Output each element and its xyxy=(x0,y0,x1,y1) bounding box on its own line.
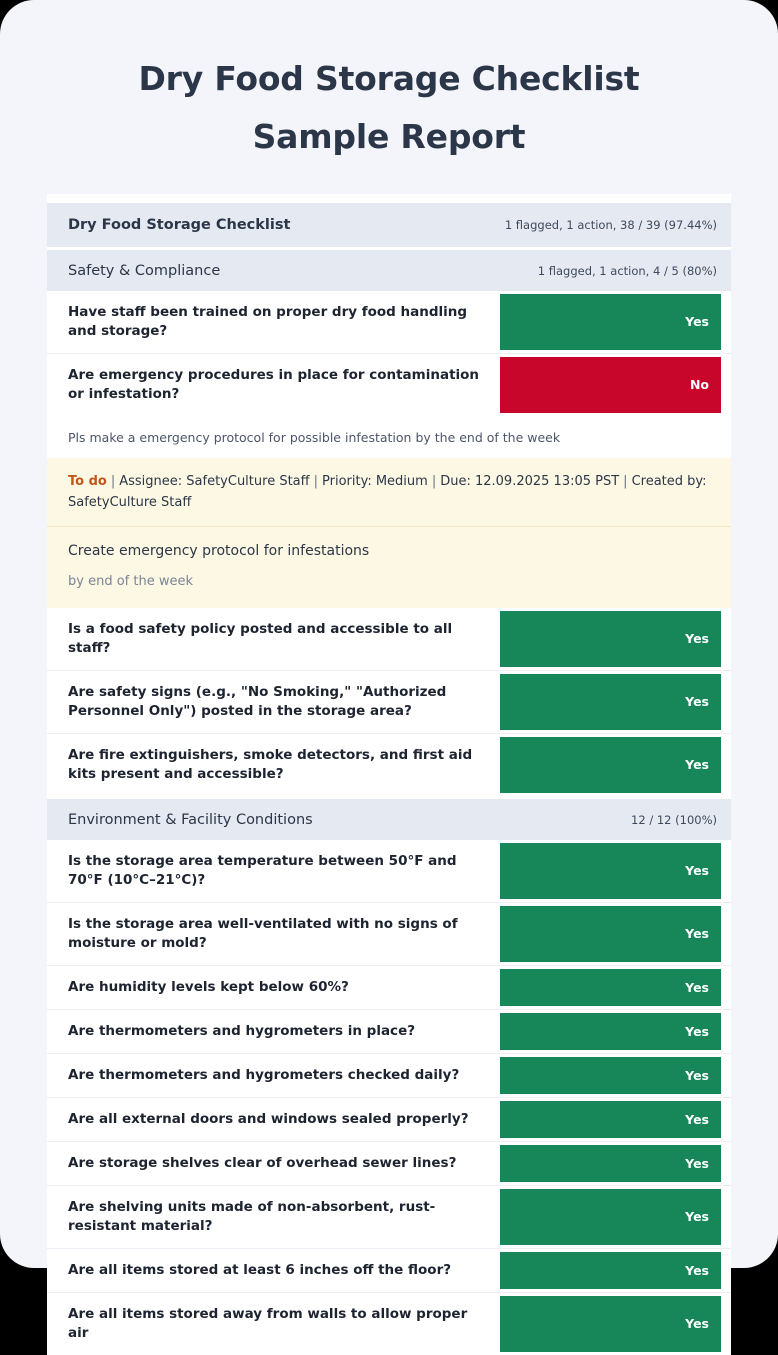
answer-badge-yes[interactable]: Yes xyxy=(500,1296,721,1352)
section-header-environment-facility-conditions xyxy=(47,799,731,840)
checklist-name: Dry Food Storage Checklist xyxy=(68,217,291,233)
section-stats: 12 / 12 (100%) xyxy=(631,812,717,827)
action-subtitle: by end of the week xyxy=(68,574,193,589)
answer-badge-yes[interactable]: Yes xyxy=(500,611,721,667)
action-priority: Priority: Medium xyxy=(322,474,428,489)
table-row xyxy=(47,1292,731,1355)
table-row xyxy=(47,1185,731,1248)
answer-badge-yes[interactable]: Yes xyxy=(500,969,721,1006)
table-row xyxy=(47,733,731,796)
answer-badge-yes[interactable]: Yes xyxy=(500,737,721,793)
question-label: Are thermometers and hygrometers checked daily? xyxy=(68,1067,460,1083)
table-row xyxy=(47,840,731,902)
report-card xyxy=(47,194,731,1355)
question-label: Is the storage area well-ventilated with no signs of moisture or mold? xyxy=(68,916,458,951)
meta-separator-2: | xyxy=(313,474,318,489)
answer-badge-yes[interactable]: Yes xyxy=(500,1057,721,1094)
section-name: Safety & Compliance xyxy=(68,262,221,279)
page-title-line-2: Sample Report xyxy=(252,117,526,156)
answer-badge-yes[interactable]: Yes xyxy=(500,1145,721,1182)
action-created-by: Created by: SafetyCulture Staff xyxy=(68,474,707,510)
question-label: Are all items stored at least 6 inches off the floor? xyxy=(68,1262,452,1278)
action-due-date: Due: 12.09.2025 13:05 PST xyxy=(440,474,620,489)
meta-separator-1: | xyxy=(110,474,116,489)
answer-badge-yes[interactable]: Yes xyxy=(500,906,721,962)
question-label: Are humidity levels kept below 60%? xyxy=(68,979,349,995)
checklist-stats: 1 flagged, 1 action, 38 / 39 (97.44%) xyxy=(504,218,717,232)
question-label: Is a food safety policy posted and accessible to all staff? xyxy=(68,621,453,656)
table-row xyxy=(47,291,731,353)
table-row xyxy=(47,353,731,416)
meta-separator-4: | xyxy=(623,474,628,489)
flag-note: Pls make a emergency protocol for possible infestation by the end of the week xyxy=(47,416,731,458)
answer-badge-yes[interactable]: Yes xyxy=(500,294,721,350)
table-row xyxy=(47,670,731,733)
action-meta xyxy=(47,458,731,527)
section-stats: 1 flagged, 1 action, 4 / 5 (80%) xyxy=(537,263,717,278)
action-status-badge: To do xyxy=(68,474,107,489)
question-label: Are safety signs (e.g., "No Smoking," "Authorized Personnel Only") posted in the storage area? xyxy=(68,684,447,719)
question-label: Have staff been trained on proper dry food handling and storage? xyxy=(68,304,468,339)
checklist-header-band xyxy=(47,203,731,247)
page-title-line-1: Dry Food Storage Checklist xyxy=(138,59,640,98)
answer-badge-yes[interactable]: Yes xyxy=(500,674,721,730)
table-row xyxy=(47,1053,731,1097)
table-row xyxy=(47,1141,731,1185)
table-row xyxy=(47,965,731,1009)
answer-badge-yes[interactable]: Yes xyxy=(500,843,721,899)
question-label: Are storage shelves clear of overhead sewer lines? xyxy=(68,1155,457,1171)
answer-badge-yes[interactable]: Yes xyxy=(500,1189,721,1245)
section-name: Environment & Facility Conditions xyxy=(68,811,313,828)
question-label: Are shelving units made of non-absorbent, rust-resistant material? xyxy=(68,1199,436,1234)
section-header-safety-compliance xyxy=(47,250,731,291)
table-row xyxy=(47,1009,731,1053)
question-label: Are all items stored away from walls to allow proper air xyxy=(68,1306,468,1341)
answer-badge-yes[interactable]: Yes xyxy=(500,1252,721,1289)
table-row xyxy=(47,1248,731,1292)
answer-badge-no[interactable]: No xyxy=(500,357,721,413)
meta-separator-3: | xyxy=(431,474,437,489)
question-label: Are all external doors and windows sealed properly? xyxy=(68,1111,469,1127)
table-row xyxy=(47,902,731,965)
action-assignee: Assignee: SafetyCulture Staff xyxy=(119,474,310,489)
answer-badge-yes[interactable]: Yes xyxy=(500,1101,721,1138)
action-title: Create emergency protocol for infestations xyxy=(68,543,370,559)
question-label: Is the storage area temperature between 50°F and 70°F (10°C–21°C)? xyxy=(68,853,457,888)
page-title xyxy=(0,0,778,166)
action-body xyxy=(47,527,731,608)
table-row xyxy=(47,1097,731,1141)
question-label: Are thermometers and hygrometers in place? xyxy=(68,1023,416,1039)
answer-badge-yes[interactable]: Yes xyxy=(500,1013,721,1050)
question-label: Are fire extinguishers, smoke detectors, and first aid kits present and accessible? xyxy=(68,747,473,782)
question-label: Are emergency procedures in place for contamination or infestation? xyxy=(68,367,480,402)
table-row xyxy=(47,608,731,670)
action-block xyxy=(47,458,731,608)
